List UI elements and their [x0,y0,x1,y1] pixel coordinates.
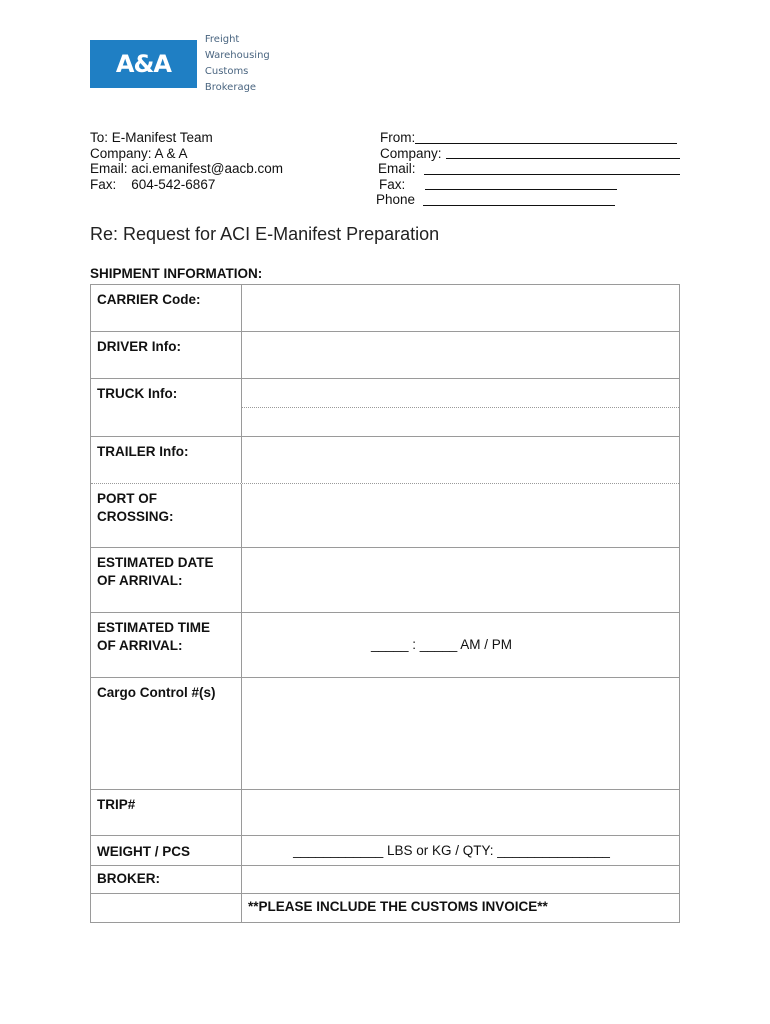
from-phone-label: Phone [376,192,416,207]
eta-field[interactable] [242,613,679,677]
port-label-line-1: PORT OF [97,491,157,506]
eta-value: _____ : _____ AM / PM [370,637,513,652]
from-email-label: Email: [378,161,416,176]
driver-label: DRIVER Info: [91,332,242,378]
from-email-row [376,161,681,177]
customs-invoice-note: **PLEASE INCLUDE THE CUSTOMS INVOICE** [248,899,548,914]
eta-label-line-1: ESTIMATED TIME [97,620,210,635]
note-row [91,894,679,922]
to-company-line: Company: A & A [90,145,188,161]
note-label-empty [91,894,242,922]
trip-field[interactable] [242,790,679,835]
cargo-row [91,678,679,790]
eta-label-line-2: OF ARRIVAL: [97,638,183,653]
trip-label: TRIP# [91,790,242,835]
driver-field[interactable] [242,332,679,378]
carrier-row [91,285,679,332]
section-title: SHIPMENT INFORMATION: [90,266,263,281]
port-row [91,484,679,548]
sender-block [376,130,681,208]
shipment-table [90,284,680,923]
weight-field[interactable] [242,836,679,865]
weight-value: ____________ LBS or KG / QTY: _______________ [293,843,610,858]
from-phone-row [376,192,681,208]
truck-field-line-2[interactable] [242,408,679,436]
weight-label: WEIGHT / PCS [91,836,242,865]
logo-mark: A&A [90,40,197,88]
port-label-line-2: CROSSING: [97,509,174,524]
to-line: To: E-Manifest Team [90,130,213,145]
to-email-line: Email: aci.emanifest@aacb.com [90,161,284,176]
from-fax-field[interactable] [425,178,617,190]
driver-row [91,332,679,379]
from-phone-field[interactable] [423,194,615,206]
weight-row [91,836,679,866]
from-field[interactable] [415,132,677,144]
eda-label-line-1: ESTIMATED DATE [97,555,214,570]
page-title: Re: Request for ACI E-Manifest Preparation [90,224,440,244]
eda-label [91,548,242,612]
truck-label: TRUCK Info: [91,379,242,436]
broker-row [91,866,679,894]
eda-row [91,548,679,613]
from-label: From: [380,130,416,145]
truck-field [242,379,679,436]
logo-tagline [205,32,300,96]
recipient-block [90,130,283,192]
eta-row [91,613,679,678]
port-field[interactable] [242,484,679,547]
from-fax-row [376,177,681,193]
from-row [376,130,681,146]
broker-field[interactable] [242,866,679,893]
from-company-field[interactable] [446,147,680,159]
to-fax-line: Fax: 604-542-6867 [90,176,216,192]
trailer-label: TRAILER Info: [91,437,242,483]
trip-row [91,790,679,836]
truck-row [91,379,679,437]
logo-line-customs: Customs Brokerage [204,66,257,93]
from-fax-label: Fax: [379,176,406,192]
from-email-field[interactable] [424,163,680,175]
carrier-label: CARRIER Code: [91,285,242,331]
cargo-field[interactable] [242,678,679,789]
company-logo [90,34,300,93]
carrier-field[interactable] [242,285,679,331]
truck-field-line-1[interactable] [242,379,679,408]
eda-field[interactable] [242,548,679,612]
broker-label: BROKER: [91,866,242,893]
eda-label-line-2: OF ARRIVAL: [97,573,183,588]
cargo-label: Cargo Control #(s) [91,678,242,789]
from-company-row [376,146,681,162]
port-label [91,484,242,547]
trailer-field[interactable] [242,437,679,483]
from-company-label: Company: [380,145,442,161]
logo-line-freight: Freight [204,34,240,45]
logo-line-warehousing: Warehousing [204,50,270,61]
trailer-row [91,437,679,484]
